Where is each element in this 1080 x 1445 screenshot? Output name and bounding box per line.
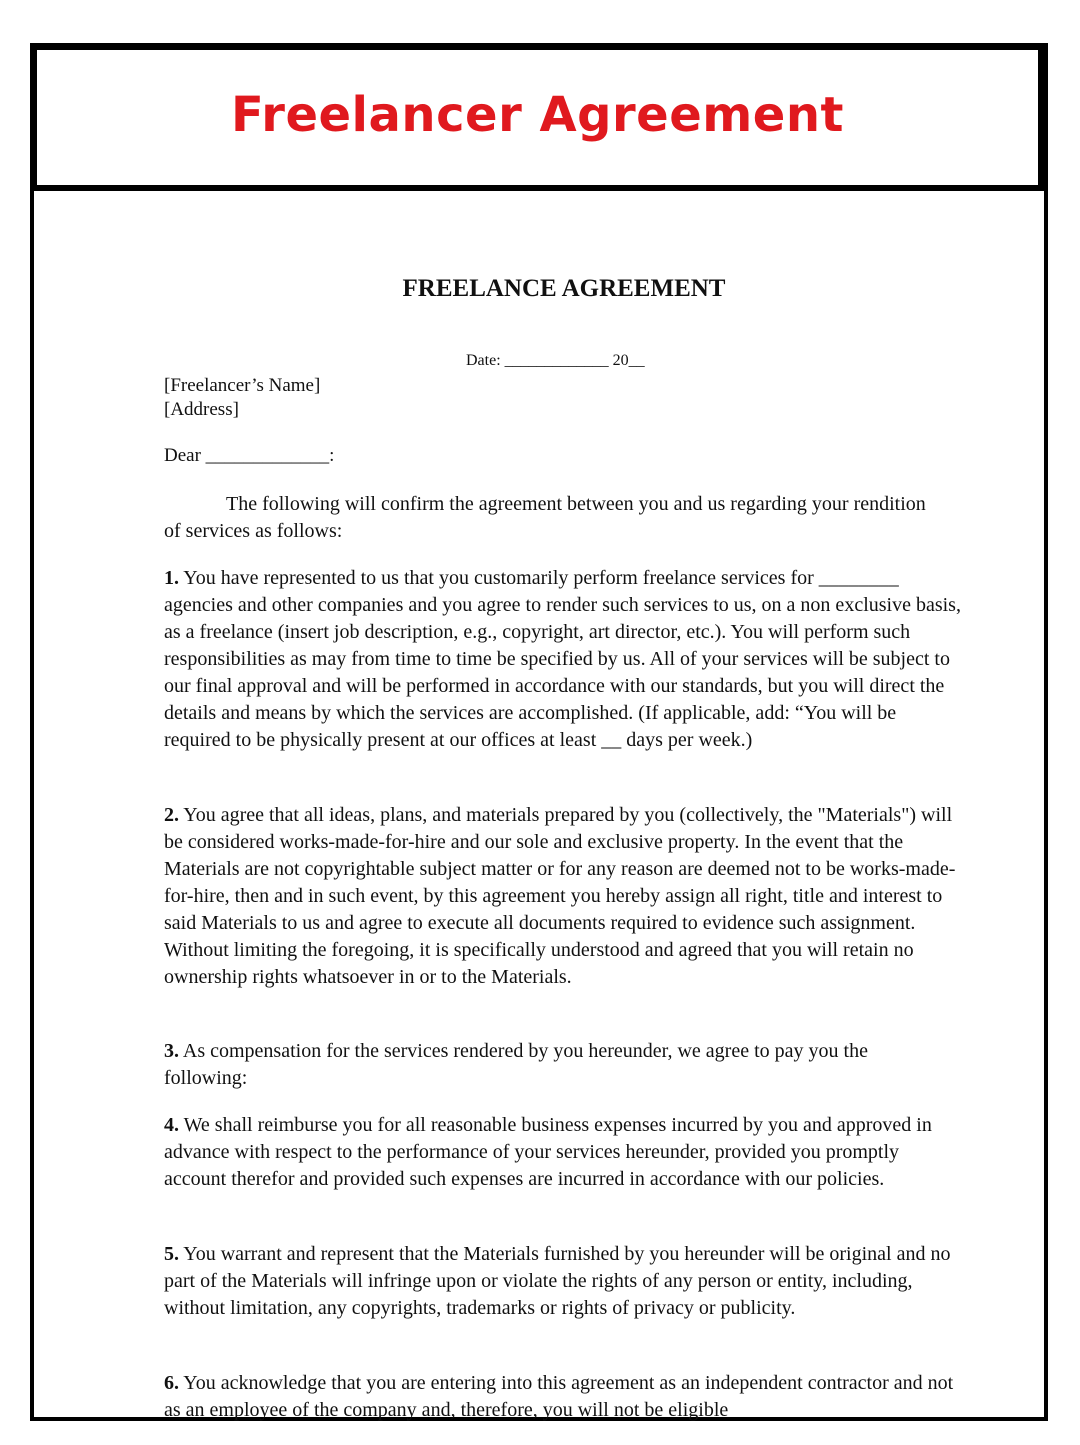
clause-number: 1. (164, 567, 179, 589)
clause-text: You agree that all ideas, plans, and materials prepared by you (collectively, the "Materials") will be considered works-made-for-hire and our sole and exclusive property. In the event that the Materials are not copyrightable subject matter or for any reason are deemed not to be works-made-for-hire, then and in such event, by this agreement you hereby assign all right, title and interest to said Materials to us and agree to execute all documents required to evidence such assignment. Without limiting the foregoing, it is specifically understood and agreed that you will retain no ownership rights whatsoever in or to the Materials. (164, 804, 956, 988)
clause-number: 3. (164, 1040, 179, 1062)
clause-6 (164, 1370, 964, 1424)
date-line: Date: _____________ 20__ (466, 352, 645, 369)
title-banner (34, 47, 1044, 191)
salutation: Dear _____________: (164, 445, 335, 466)
clause-text: As compensation for the services rendered by you hereunder, we agree to pay you the following: (164, 1040, 868, 1089)
clause-number: 4. (164, 1114, 179, 1136)
freelancer-name: [Freelancer’s Name] (164, 375, 321, 396)
intro-paragraph: The following will confirm the agreement between you and us regarding your rendition of services as follows: (164, 493, 926, 542)
clause-number: 5. (164, 1243, 179, 1265)
clause-number: 6. (164, 1372, 179, 1394)
clause-text: You warrant and represent that the Materials furnished by you hereunder will be original and no part of the Materials will infringe upon or violate the rights of any person or entity, including, without limitation, any copyrights, trademarks or rights of privacy or publicity. (164, 1243, 951, 1319)
document-frame (30, 43, 1048, 1421)
clause-3 (164, 1038, 934, 1092)
clause-text: You have represented to us that you customarily perform freelance services for ________ agencies and other companies and you agree to render such services to us, on a non exclusive basis, as a freelance (insert job description, e.g., copyright, art director, etc.). You will perform such responsibilities as may from time to time be specified by us. All of your services will be subject to our final approval and will be performed in accordance with our standards, but you will direct the details and means by which the services are accomplished. (If applicable, add: “You will be required to be physically present at our offices at least __ days per week.) (164, 567, 961, 751)
clause-2 (164, 802, 964, 991)
banner-title: Freelancer Agreement (231, 86, 844, 143)
clause-1 (164, 565, 964, 754)
clause-4 (164, 1112, 964, 1193)
clause-5 (164, 1241, 964, 1322)
clause-text: You acknowledge that you are entering into this agreement as an independent contractor and not as an employee of the company and, therefore, you will not be eligible (164, 1372, 954, 1421)
document-heading: FREELANCE AGREEMENT (402, 275, 726, 302)
freelancer-address: [Address] (164, 399, 239, 420)
clause-text: We shall reimburse you for all reasonable business expenses incurred by you and approved in advance with respect to the performance of your services hereunder, provided you promptly account therefor and provided such expenses are incurred in accordance with our policies. (164, 1114, 932, 1190)
clause-number: 2. (164, 804, 179, 826)
